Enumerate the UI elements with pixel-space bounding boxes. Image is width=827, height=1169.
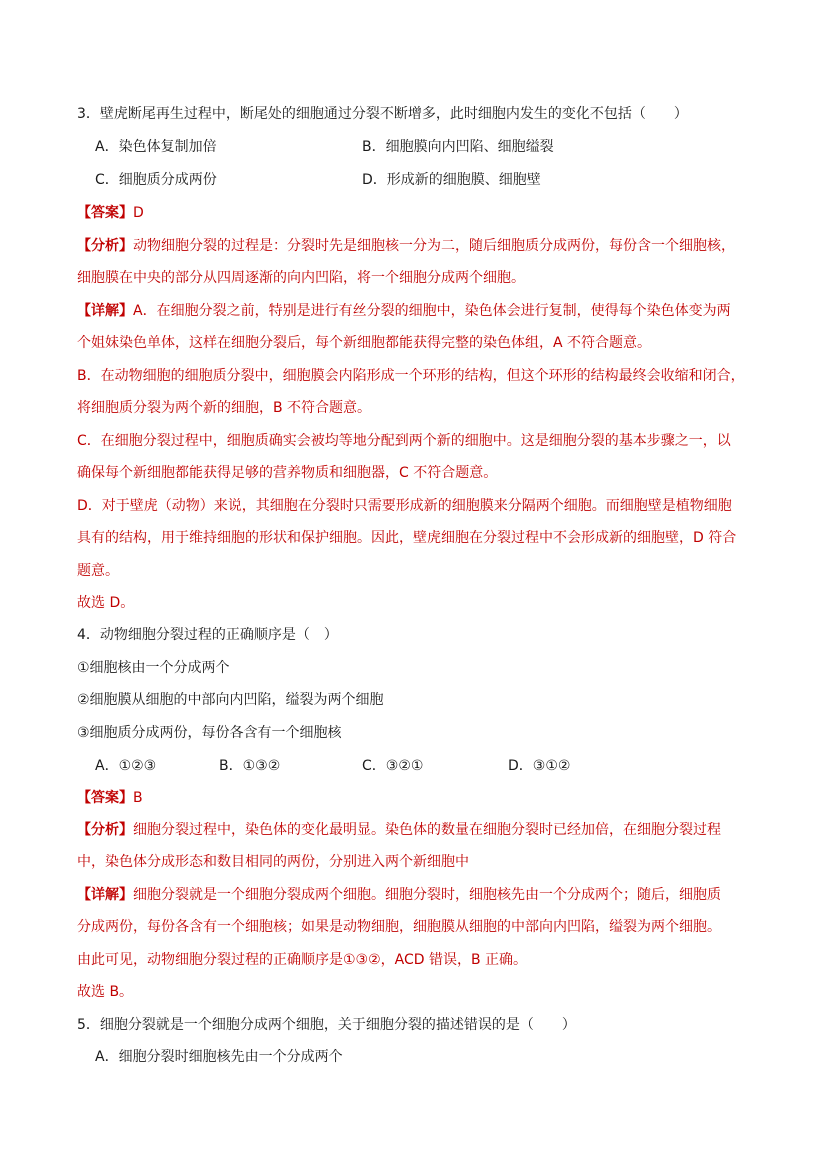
q4-detail-line-3: 由此可见，动物细胞分裂过程的正确顺序是①③②，ACD 错误，B 正确。 — [77, 952, 528, 968]
q4-option-c: C．③②① — [362, 758, 424, 774]
q3-option-d: D．形成新的细胞膜、细胞壁 — [362, 172, 541, 188]
q3-detail-line-8: 具有的结构，用于维持细胞的形状和保护细胞。因此，壁虎细胞在分裂过程中不会形成新的细胞壁，D 符合 — [77, 530, 737, 546]
answer-tag: 【答案】 — [77, 790, 133, 806]
q4-option-d: D．③①② — [508, 758, 571, 774]
q3-detail-line-5: C．在细胞分裂过程中，细胞质确实会被均等地分配到两个新的细胞中。这是细胞分裂的基本步骤之一，以 — [77, 433, 731, 449]
q4-detail-line-1 — [77, 885, 721, 905]
detail-text: A．在细胞分裂之前，特别是进行有丝分裂的细胞中，染色体会进行复制，使得每个染色体变为两 — [133, 303, 731, 319]
q3-detail-line-9: 题意。 — [77, 563, 119, 579]
q3-detail-line-7: D．对于壁虎（动物）来说，其细胞在分裂时只需要形成新的细胞膜来分隔两个细胞。而细胞壁是植物细胞 — [77, 498, 732, 514]
q3-conclusion: 故选 D。 — [77, 595, 135, 611]
q3-stem: 3．壁虎断尾再生过程中，断尾处的细胞通过分裂不断增多，此时细胞内发生的变化不包括（ ） — [77, 106, 688, 122]
analysis-tag: 【分析】 — [77, 238, 133, 254]
answer-value: B — [133, 790, 143, 806]
q3-detail-line-6: 确保每个新细胞都能获得足够的营养物质和细胞器，C 不符合题意。 — [77, 465, 498, 481]
detail-tag: 【详解】 — [77, 303, 133, 319]
q3-option-c: C．细胞质分成两份 — [95, 172, 217, 188]
answer-value: D — [133, 205, 144, 221]
q5-option-a: A．细胞分裂时细胞核先由一个分成两个 — [95, 1049, 343, 1065]
q4-stem: 4．动物细胞分裂过程的正确顺序是（ ） — [77, 627, 338, 643]
q3-detail-line-4: 将细胞质分裂为两个新的细胞，B 不符合题意。 — [77, 400, 372, 416]
answer-tag: 【答案】 — [77, 205, 133, 221]
q3-analysis-line-1 — [77, 236, 735, 256]
q3-option-a: A．染色体复制加倍 — [95, 139, 217, 155]
q4-item-1: ①细胞核由一个分成两个 — [77, 660, 230, 676]
q3-answer-line — [77, 203, 144, 223]
analysis-tag: 【分析】 — [77, 822, 133, 838]
q4-analysis-line-1 — [77, 820, 721, 840]
q4-option-b: B．①③② — [219, 758, 281, 774]
detail-text: 细胞分裂就是一个细胞分裂成两个细胞。细胞分裂时，细胞核先由一个分成两个；随后，细胞质 — [133, 887, 721, 903]
detail-tag: 【详解】 — [77, 887, 133, 903]
q3-detail-line-2: 个姐妹染色单体，这样在细胞分裂后，每个新细胞都能获得完整的染色体组，A 不符合题意。 — [77, 335, 652, 351]
analysis-text: 动物细胞分裂的过程是：分裂时先是细胞核一分为二，随后细胞质分成两份，每份含一个细胞核， — [133, 238, 735, 254]
q3-analysis-line-2: 细胞膜在中央的部分从四周逐渐的向内凹陷，将一个细胞分成两个细胞。 — [77, 270, 525, 286]
q3-option-b: B．细胞膜向内凹陷、细胞缢裂 — [362, 139, 554, 155]
q4-item-2: ②细胞膜从细胞的中部向内凹陷，缢裂为两个细胞 — [77, 692, 384, 708]
q4-item-3: ③细胞质分成两份，每份各含有一个细胞核 — [77, 725, 342, 741]
analysis-text: 细胞分裂过程中，染色体的变化最明显。染色体的数量在细胞分裂时已经加倍，在细胞分裂过程 — [133, 822, 721, 838]
q3-detail-line-1 — [77, 301, 731, 321]
q4-detail-line-2: 分成两份，每份各含有一个细胞核；如果是动物细胞，细胞膜从细胞的中部向内凹陷，缢裂为两个细胞。 — [77, 919, 721, 935]
q4-option-a: A．①②③ — [95, 758, 157, 774]
q5-stem: 5．细胞分裂就是一个细胞分成两个细胞，关于细胞分裂的描述错误的是（ ） — [77, 1017, 576, 1033]
q4-answer-line — [77, 788, 143, 808]
q4-conclusion: 故选 B。 — [77, 984, 134, 1000]
q4-analysis-line-2: 中，染色体分成形态和数目相同的两份，分别进入两个新细胞中 — [77, 854, 469, 870]
q3-detail-line-3: B．在动物细胞的细胞质分裂中，细胞膜会内陷形成一个环形的结构，但这个环形的结构最终会收缩和闭合， — [77, 368, 745, 384]
